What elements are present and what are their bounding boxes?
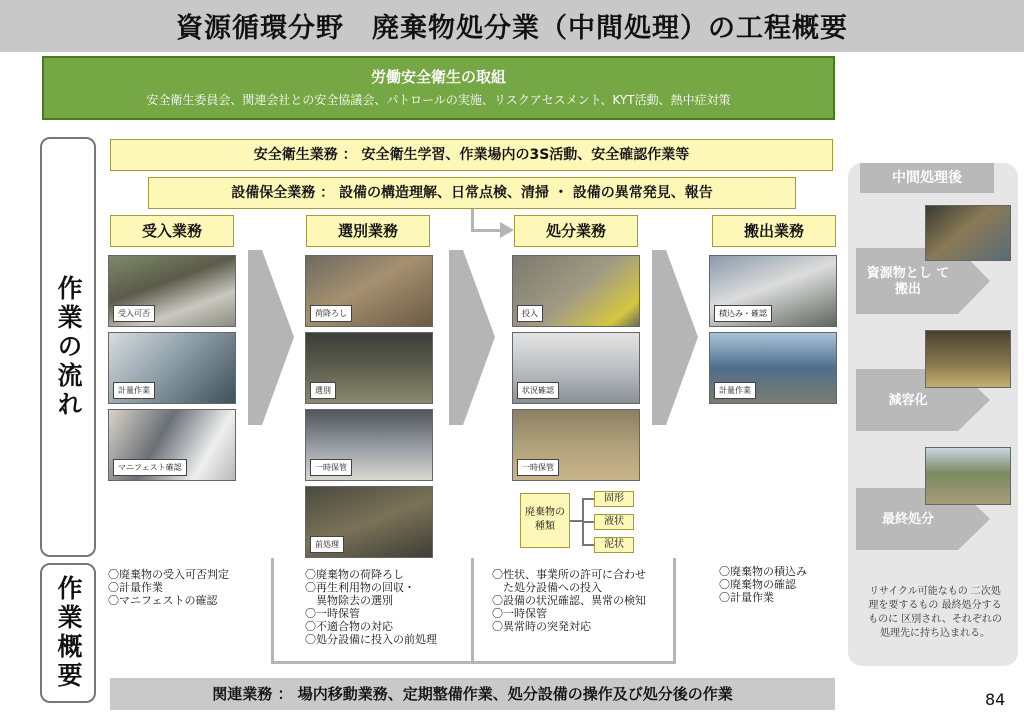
- desc-sort: [305, 568, 437, 646]
- desc-ship: [719, 565, 807, 604]
- desc-item: た処分設備への投入: [492, 581, 602, 594]
- photo-input: [512, 255, 640, 327]
- photo-caption: 一時保管: [517, 459, 559, 476]
- desc-item: 〇マニフェストの確認: [108, 594, 218, 607]
- photo-caption: 前処理: [310, 536, 344, 553]
- desc-item: 〇異常時の突発対応: [492, 620, 591, 633]
- page-title: 資源循環分野 廃棄物処分業（中間処理）の工程概要: [176, 13, 848, 44]
- photo-weighing-2: [709, 332, 837, 404]
- photo-caption: 状況確認: [517, 382, 559, 399]
- waste-types-label: [520, 493, 570, 548]
- photo-resource-out: [925, 205, 1011, 261]
- desc-item: 〇廃棄物の確認: [719, 578, 796, 591]
- maintenance-band: 設備保全業務 ： 設備の構造理解、日常点検、清掃 ・ 設備の異常発見、報告: [148, 177, 796, 209]
- photo-caption: 積込み・確認: [714, 305, 772, 322]
- photo-weighing: [108, 332, 236, 404]
- photo-temp-storage-2: [512, 409, 640, 481]
- after-label-volume: 減容化: [888, 393, 928, 408]
- waste-type-sludge: 泥状: [594, 537, 634, 553]
- photo-caption: 荷降ろし: [310, 305, 352, 322]
- after-processing-title: 中間処理後: [860, 163, 994, 193]
- loop-line-center: [471, 558, 474, 663]
- stage-header-ship: 搬出業務: [712, 215, 836, 247]
- related-work-band: 関連業務 ： 場内移動業務、定期整備作業、処分設備の操作及び処分後の作業: [110, 678, 835, 710]
- photo-caption: 計量作業: [714, 382, 756, 399]
- photo-volume-reduction: [925, 330, 1011, 388]
- desc-item: 〇性状、事業所の許可に合わせ: [492, 568, 646, 581]
- photo-caption: 受入可否: [113, 305, 155, 322]
- photo-caption: マニフェスト確認: [113, 459, 187, 476]
- desc-receive: [108, 568, 229, 607]
- side-label-flow-text: 作業の流れ: [54, 274, 83, 420]
- photo-unloading: [305, 255, 433, 327]
- side-label-flow: [40, 137, 96, 557]
- desc-item: 〇計量作業: [108, 581, 163, 594]
- desc-item: 〇不適合物の対応: [305, 620, 393, 633]
- photo-caption: 投入: [517, 305, 543, 322]
- after-label-resource: 資源物とし て搬出: [866, 266, 950, 297]
- desc-item: 〇一時保管: [492, 607, 547, 620]
- stage-header-dispose: 処分業務: [514, 215, 638, 247]
- flow-chevron-2: [449, 250, 495, 425]
- waste-types-connector: [582, 498, 594, 500]
- photo-receive-check: [108, 255, 236, 327]
- side-label-summary: [40, 563, 96, 703]
- photo-sorting: [305, 332, 433, 404]
- waste-types-connector: [582, 521, 594, 523]
- desc-item: 〇計量作業: [719, 591, 774, 604]
- safety-initiatives-box: [42, 56, 835, 120]
- desc-dispose: [492, 568, 646, 633]
- desc-item: 〇廃棄物の積込み: [719, 565, 807, 578]
- photo-caption: 一時保管: [310, 459, 352, 476]
- safety-initiatives-title: 労働安全衛生の取組: [370, 68, 506, 86]
- safety-band: 安全衛生業務 ： 安全衛生学習、作業場内の3S活動、安全確認作業等: [110, 139, 833, 171]
- waste-type-liquid: 液状: [594, 514, 634, 530]
- stage-header-sort: 選別業務: [306, 215, 430, 247]
- photo-manifest: [108, 409, 236, 481]
- flow-chevron-1: [248, 250, 294, 425]
- waste-type-solid: 固形: [594, 491, 634, 507]
- desc-item: 異物除去の選別: [305, 594, 393, 607]
- stage-header-receive: 受入業務: [110, 215, 234, 247]
- desc-item: 〇設備の状況確認、異常の検知: [492, 594, 646, 607]
- photo-loading: [709, 255, 837, 327]
- desc-item: 〇再生利用物の回収・: [305, 581, 415, 594]
- photo-final-disposal: [925, 447, 1011, 505]
- photo-temp-storage: [305, 409, 433, 481]
- after-label-final: 最終処分: [881, 512, 934, 527]
- desc-item: 〇廃棄物の荷降ろし: [305, 568, 404, 581]
- connector-line: [471, 209, 474, 231]
- safety-initiatives-subtitle: 安全衛生委員会、関連会社との安全協議会、パトロールの実施、リスクアセスメント、KYT活動、熱中症対策: [146, 93, 731, 107]
- loop-line-left: [271, 558, 274, 663]
- desc-item: 〇廃棄物の受入可否判定: [108, 568, 229, 581]
- waste-types-connector: [582, 544, 594, 546]
- photo-caption: 選別: [310, 382, 336, 399]
- waste-types-label-text: 廃棄物の種類: [525, 507, 565, 532]
- page-number: 84: [985, 690, 1006, 709]
- desc-item: 〇一時保管: [305, 607, 360, 620]
- after-processing-note: リサイクル可能なもの 二次処理を要するもの 最終処分するものに 区別され、それぞれの 処理先に持ち込まれる。: [868, 586, 1002, 639]
- desc-item: 〇処分設備に投入の前処理: [305, 633, 437, 646]
- flow-chevron-3: [652, 250, 698, 425]
- photo-caption: 計量作業: [113, 382, 155, 399]
- connector-arrowhead-icon: [500, 222, 514, 238]
- photo-status-check: [512, 332, 640, 404]
- photo-pretreatment: [305, 486, 433, 558]
- loop-line-right: [673, 558, 676, 663]
- side-label-summary-text: 作業概要: [54, 575, 83, 691]
- waste-types-connector: [570, 520, 582, 522]
